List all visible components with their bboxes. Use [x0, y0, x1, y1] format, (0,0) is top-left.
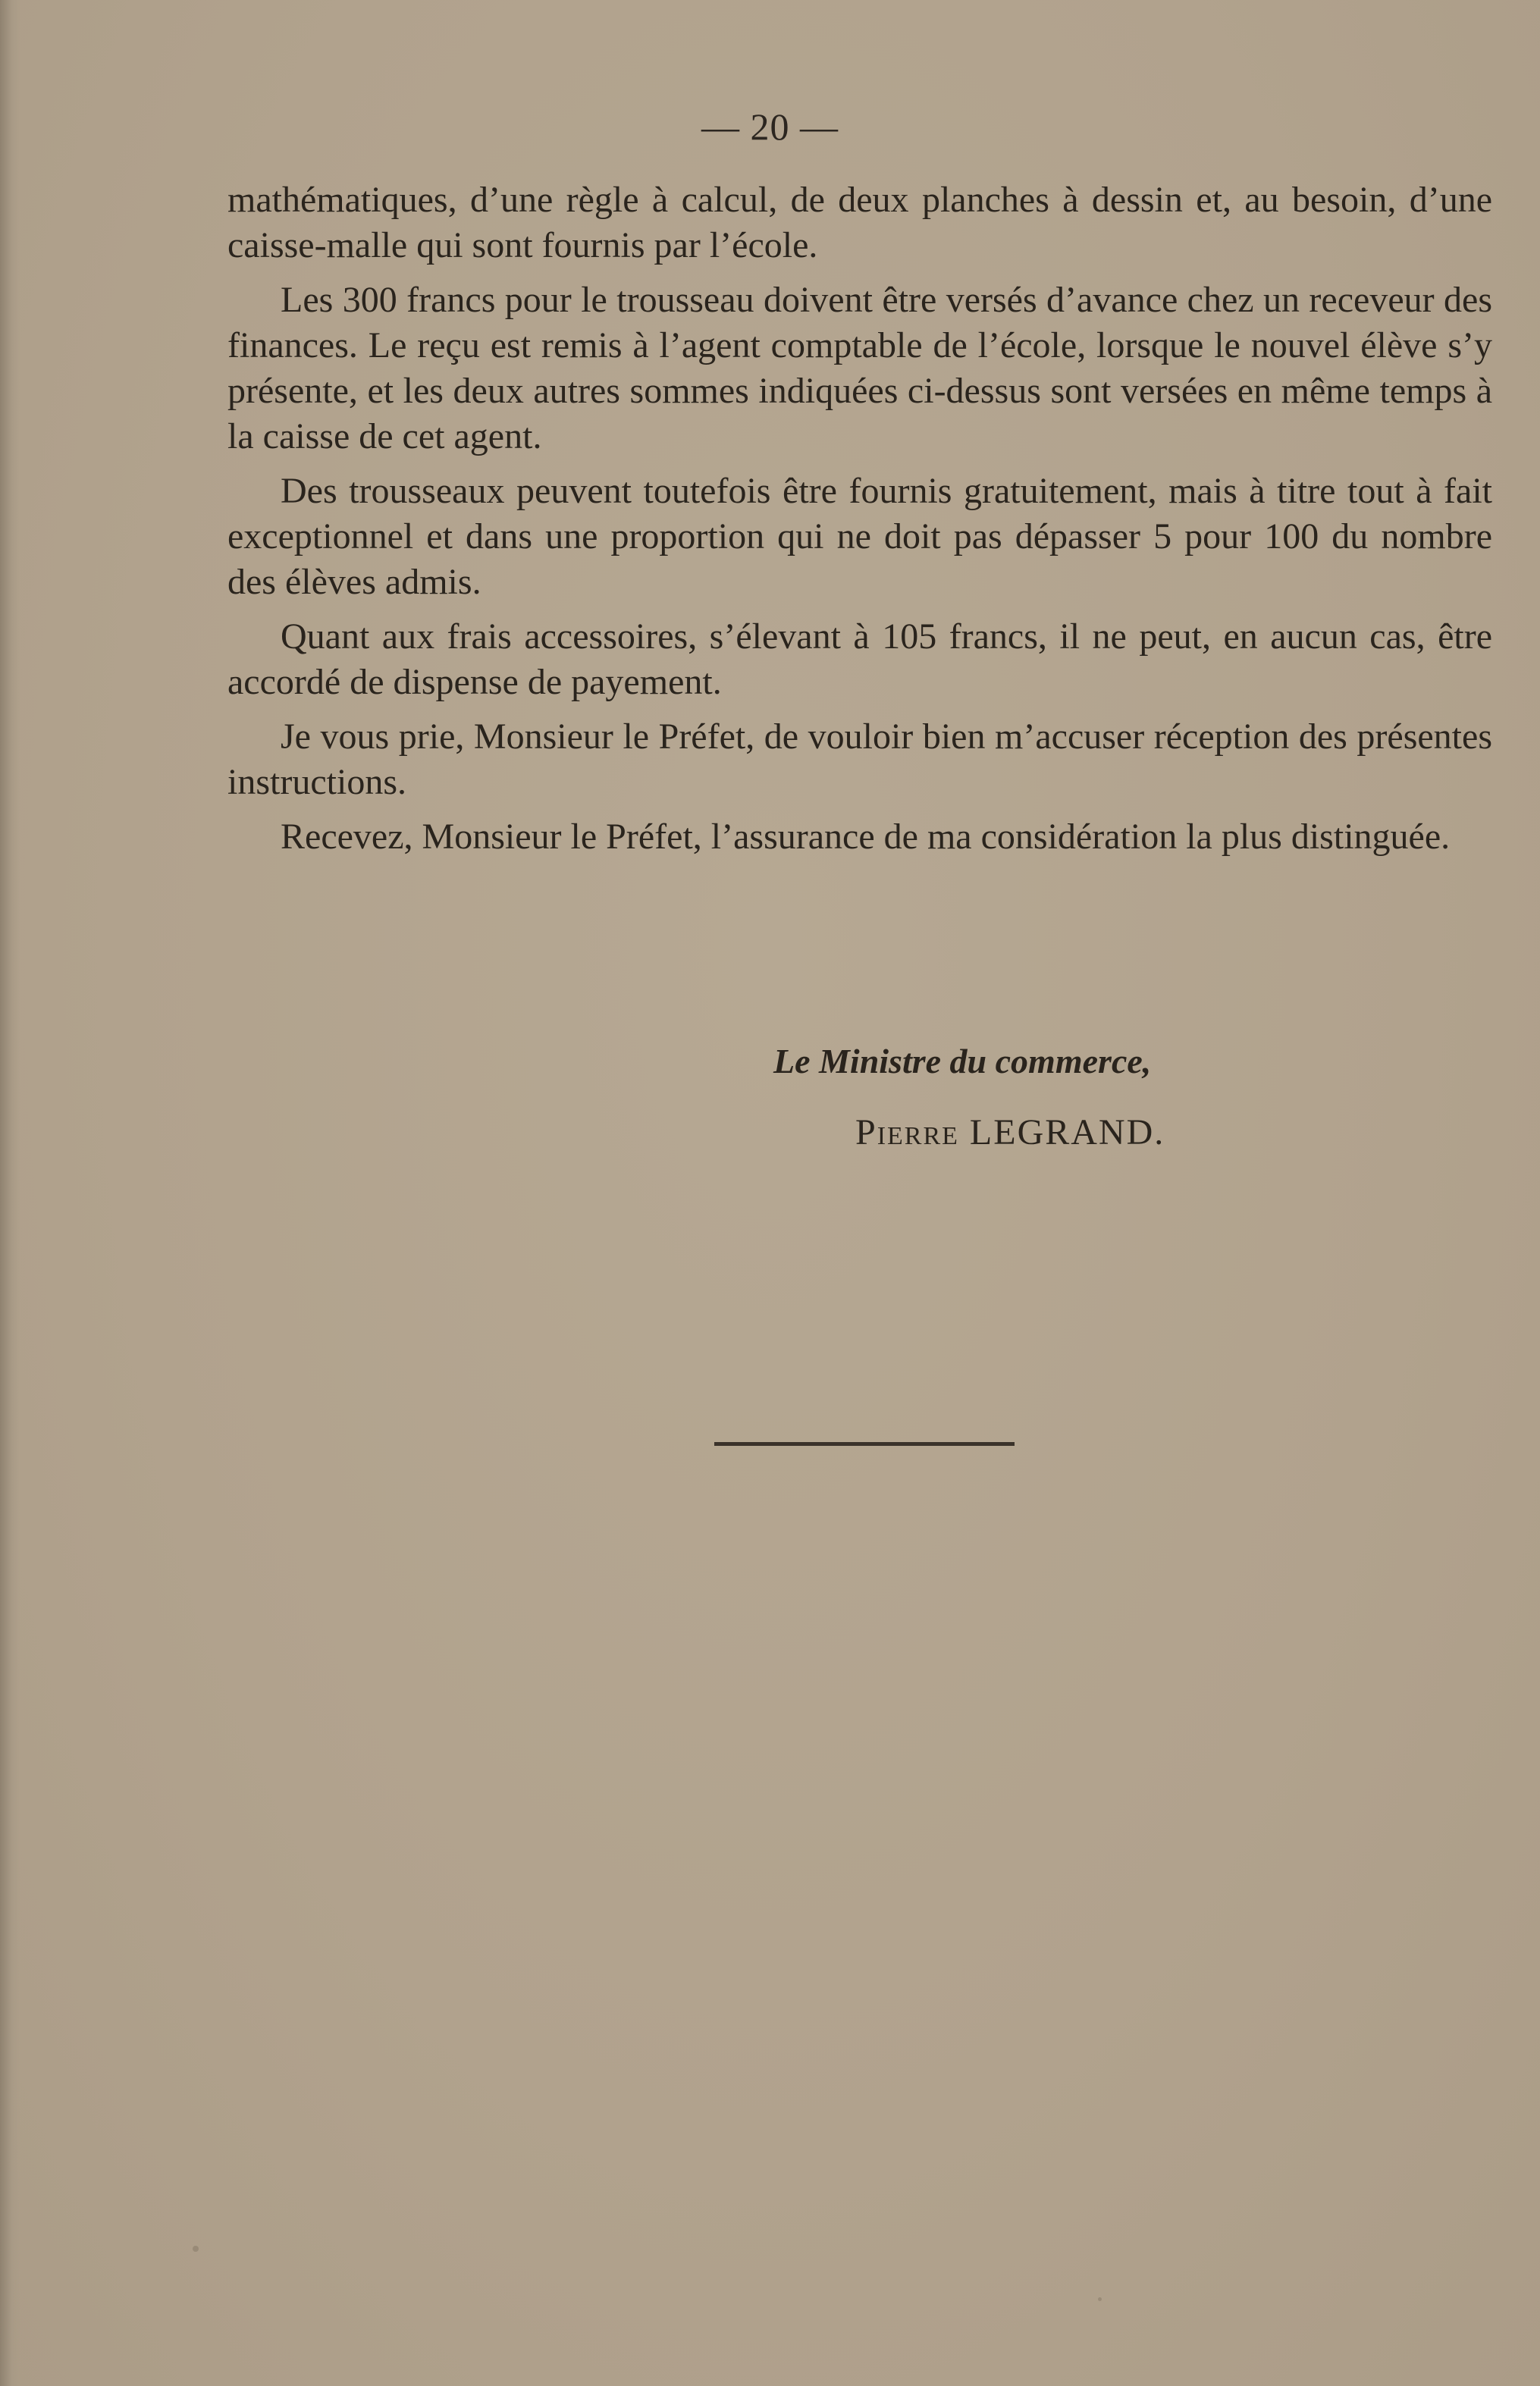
- paragraph-5: Je vous prie, Monsieur le Préfet, de vouloir bien m’accuser réception des présentes instructions.: [227, 716, 1492, 802]
- body-text: [227, 177, 1492, 869]
- paragraph-6: Recevez, Monsieur le Préfet, l’assurance de ma considération la plus distinguée.: [281, 817, 1451, 857]
- end-rule-divider: [714, 1442, 1015, 1446]
- paragraph-3: Des trousseaux peuvent toutefois être fournis gratuitement, mais à titre tout à fait exceptionnel et dans une proportion qui ne doit pas dépasser 5 pour 100 du nombre des élèves admis.: [227, 471, 1492, 602]
- paragraph-2: Les 300 francs pour le trousseau doivent être versés d’avance chez un receveur des finances. Le reçu est remis à l’agent comptable de l’école, lorsque le nouvel élève s’y présente, et les deux autres sommes indiquées ci-dessus sont versées en même temps à la caisse de cet agent.: [227, 280, 1492, 456]
- page-edge-shadow: [0, 0, 20, 2386]
- page-number: — 20 —: [701, 105, 839, 148]
- signature-title: Le Ministre du commerce,: [773, 1042, 1152, 1080]
- signature-first-name: Pierre: [855, 1112, 959, 1152]
- paper-speck: [193, 2246, 199, 2252]
- signature-last-name: LEGRAND.: [969, 1112, 1165, 1152]
- paragraph-4: Quant aux frais accessoires, s’élevant à 105 francs, il ne peut, en aucun cas, être accordé de dispense de payement.: [227, 616, 1492, 702]
- paragraph-1: mathématiques, d’une règle à calcul, de deux planches à dessin et, au besoin, d’une caisse-malle qui sont fournis par l’école.: [227, 180, 1492, 265]
- paper-speck: [1098, 2297, 1102, 2301]
- signature-name: [855, 1110, 1165, 1155]
- signature-block: [773, 1039, 1165, 1155]
